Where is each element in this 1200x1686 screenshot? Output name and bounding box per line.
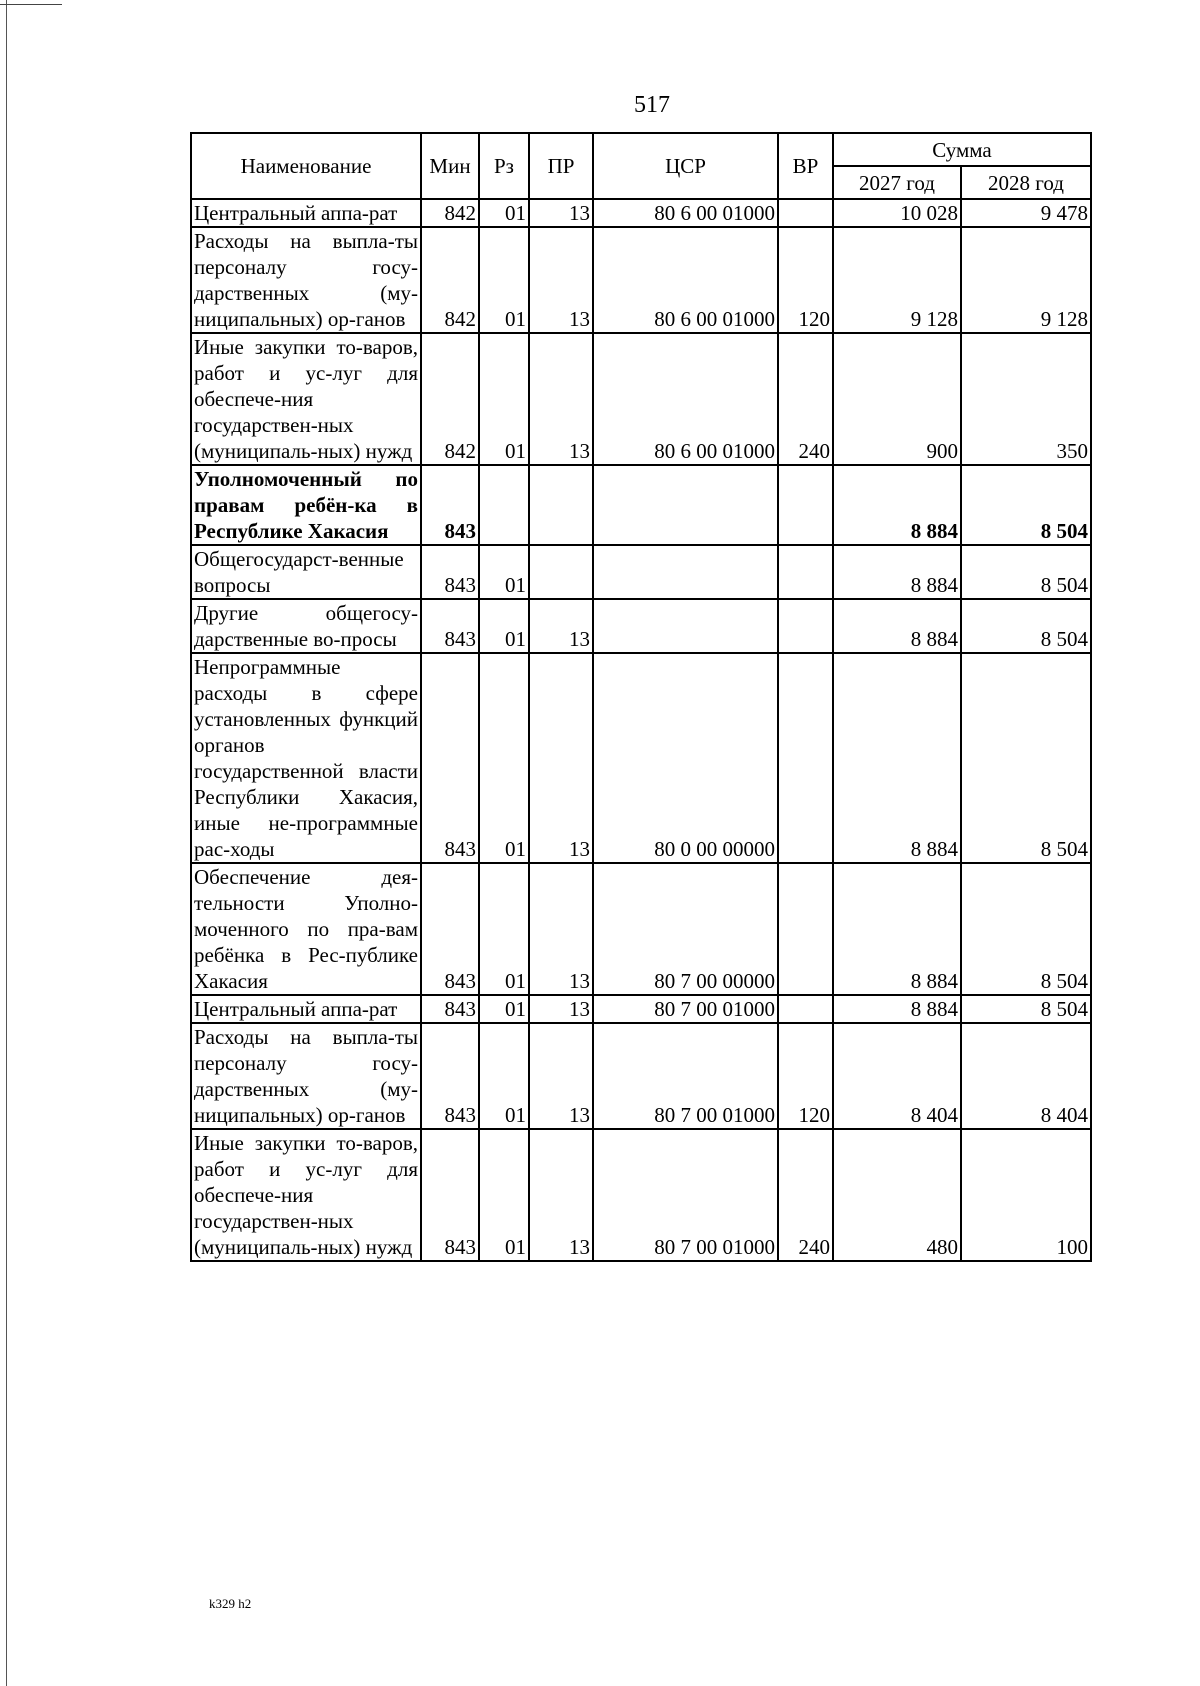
cell-min: 842 — [421, 333, 479, 465]
cell-2027: 8 404 — [833, 1023, 961, 1129]
cell-pr: 13 — [529, 1129, 593, 1261]
cell-name: Другие общегосу-дарственные во-просы — [191, 599, 421, 653]
cell-rz: 01 — [479, 599, 529, 653]
table-row — [191, 227, 1091, 333]
cell-pr — [529, 545, 593, 599]
cell-csr: 80 6 00 01000 — [593, 333, 778, 465]
cell-pr: 13 — [529, 599, 593, 653]
cell-min: 843 — [421, 545, 479, 599]
cell-rz: 01 — [479, 333, 529, 465]
cell-pr: 13 — [529, 227, 593, 333]
cell-min: 842 — [421, 199, 479, 227]
table-row — [191, 199, 1091, 227]
cell-2027: 8 884 — [833, 863, 961, 995]
footer-code: k329 h2 — [209, 1596, 252, 1611]
table-row — [191, 1023, 1091, 1129]
header-name: Наименование — [191, 133, 421, 199]
cell-csr: 80 6 00 01000 — [593, 227, 778, 333]
cell-rz: 01 — [479, 995, 529, 1023]
cell-2028: 9 478 — [961, 199, 1091, 227]
table-row — [191, 1129, 1091, 1261]
cell-2028: 8 504 — [961, 995, 1091, 1023]
cell-csr — [593, 599, 778, 653]
cell-2027: 9 128 — [833, 227, 961, 333]
cell-2028: 350 — [961, 333, 1091, 465]
cell-min: 843 — [421, 465, 479, 545]
cell-2027: 8 884 — [833, 599, 961, 653]
cell-vr — [778, 199, 833, 227]
header-csr: ЦСР — [593, 133, 778, 199]
cell-vr: 120 — [778, 227, 833, 333]
cell-2027: 480 — [833, 1129, 961, 1261]
cell-2028: 8 504 — [961, 465, 1091, 545]
table-row — [191, 465, 1091, 545]
cell-min: 843 — [421, 995, 479, 1023]
cell-name: Непрограммные расходы в сфере установленных функций органов государственной власти Республики Хакасия, иные не-программные рас-ходы — [191, 653, 421, 863]
cell-name: Расходы на выпла-ты персоналу госу-дарственных (му-ниципальных) ор-ганов — [191, 1023, 421, 1129]
page-number: 517 — [634, 92, 670, 118]
cell-rz: 01 — [479, 863, 529, 995]
cell-2028: 8 504 — [961, 653, 1091, 863]
cell-min: 843 — [421, 1129, 479, 1261]
cell-2027: 900 — [833, 333, 961, 465]
cell-pr: 13 — [529, 199, 593, 227]
cell-rz — [479, 465, 529, 545]
header-sum: Сумма — [833, 133, 1091, 166]
table-row — [191, 995, 1091, 1023]
cell-vr: 240 — [778, 333, 833, 465]
cell-pr: 13 — [529, 863, 593, 995]
cell-2027: 8 884 — [833, 995, 961, 1023]
table-body — [191, 199, 1091, 1261]
cell-min: 843 — [421, 863, 479, 995]
cell-name: Центральный аппа-рат — [191, 995, 421, 1023]
cell-csr — [593, 545, 778, 599]
cell-vr: 120 — [778, 1023, 833, 1129]
cell-rz: 01 — [479, 199, 529, 227]
cell-pr — [529, 465, 593, 545]
cell-2027: 8 884 — [833, 545, 961, 599]
cell-csr: 80 7 00 01000 — [593, 995, 778, 1023]
cell-csr: 80 7 00 01000 — [593, 1129, 778, 1261]
cell-csr: 80 7 00 01000 — [593, 1023, 778, 1129]
table-row — [191, 333, 1091, 465]
cell-pr: 13 — [529, 333, 593, 465]
cell-vr — [778, 653, 833, 863]
cell-vr — [778, 863, 833, 995]
cell-vr — [778, 995, 833, 1023]
cell-min: 843 — [421, 653, 479, 863]
cell-csr: 80 0 00 00000 — [593, 653, 778, 863]
cell-name: Иные закупки то-варов, работ и ус-луг для обеспече-ния государствен-ных (муниципаль-ных) нужд — [191, 1129, 421, 1261]
cell-rz: 01 — [479, 1129, 529, 1261]
cell-csr — [593, 465, 778, 545]
cell-pr: 13 — [529, 1023, 593, 1129]
cell-2028: 8 504 — [961, 545, 1091, 599]
cell-pr: 13 — [529, 653, 593, 863]
scan-edge-line — [6, 0, 7, 1686]
cell-name: Расходы на выпла-ты персоналу госу-дарственных (му-ниципальных) ор-ганов — [191, 227, 421, 333]
cell-2028: 100 — [961, 1129, 1091, 1261]
cell-min: 842 — [421, 227, 479, 333]
table-row — [191, 545, 1091, 599]
cell-rz: 01 — [479, 227, 529, 333]
header-pr: ПР — [529, 133, 593, 199]
cell-2028: 8 404 — [961, 1023, 1091, 1129]
cell-vr — [778, 545, 833, 599]
header-min: Мин — [421, 133, 479, 199]
cell-name: Уполномоченный по правам ребён-ка в Республике Хакасия — [191, 465, 421, 545]
table-row — [191, 863, 1091, 995]
cell-2028: 8 504 — [961, 863, 1091, 995]
header-2027: 2027 год — [833, 166, 961, 199]
cell-vr — [778, 599, 833, 653]
cell-rz: 01 — [479, 545, 529, 599]
cell-2028: 8 504 — [961, 599, 1091, 653]
table-header — [191, 133, 1091, 199]
header-vr: ВР — [778, 133, 833, 199]
cell-rz: 01 — [479, 653, 529, 863]
scan-edge-mark — [0, 4, 62, 5]
cell-min: 843 — [421, 599, 479, 653]
cell-pr: 13 — [529, 995, 593, 1023]
cell-name: Иные закупки то-варов, работ и ус-луг для обеспече-ния государствен-ных (муниципаль-ных) нужд — [191, 333, 421, 465]
cell-2027: 8 884 — [833, 653, 961, 863]
cell-2027: 10 028 — [833, 199, 961, 227]
cell-name: Обеспечение дея-тельности Уполно-моченного по пра-вам ребёнка в Рес-публике Хакасия — [191, 863, 421, 995]
cell-csr: 80 7 00 00000 — [593, 863, 778, 995]
cell-vr — [778, 465, 833, 545]
cell-csr: 80 6 00 01000 — [593, 199, 778, 227]
header-2028: 2028 год — [961, 166, 1091, 199]
cell-2028: 9 128 — [961, 227, 1091, 333]
header-rz: Рз — [479, 133, 529, 199]
table-row — [191, 653, 1091, 863]
table-row — [191, 599, 1091, 653]
budget-table — [190, 132, 1092, 1262]
cell-name: Центральный аппа-рат — [191, 199, 421, 227]
cell-rz: 01 — [479, 1023, 529, 1129]
cell-2027: 8 884 — [833, 465, 961, 545]
cell-vr: 240 — [778, 1129, 833, 1261]
cell-min: 843 — [421, 1023, 479, 1129]
cell-name: Общегосударст-венные вопросы — [191, 545, 421, 599]
